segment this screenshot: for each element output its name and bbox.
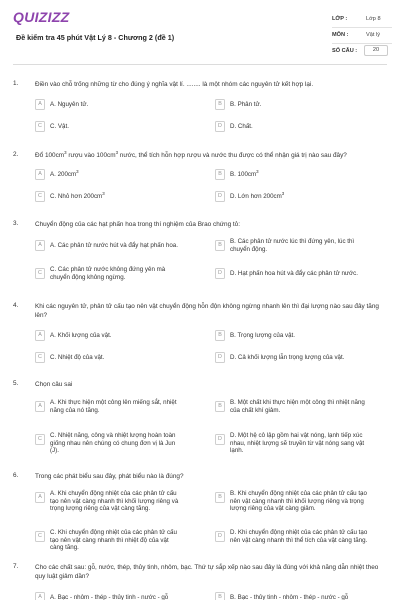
option-letter-box: D <box>215 352 225 363</box>
meta-question-count <box>332 45 392 59</box>
option-text: B. Khi chuyển động nhiệt của các phân tử cấu tạo nên vật càng nhanh thì khối lượng riêng và trọng lượng riêng của vật càng giảm. <box>230 490 367 513</box>
meta-class <box>332 13 392 27</box>
option-letter-box: A <box>35 240 45 251</box>
option-d[interactable] <box>215 119 375 135</box>
option-c[interactable] <box>35 266 185 282</box>
option-a[interactable] <box>35 238 185 254</box>
option-letter-box: D <box>215 268 225 279</box>
option-d[interactable] <box>215 432 375 455</box>
option-text: B. $100cm^3$ <box>230 168 259 178</box>
option-letter-box: A <box>35 169 45 180</box>
question-text: Chuyển động của các hạt phấn hoa trong thí nghiệm của Brao chứng tỏ: <box>35 221 241 228</box>
option-b[interactable] <box>215 590 375 600</box>
meta-count-value: 20 <box>364 45 388 56</box>
option-text: B. Trọng lượng của vật. <box>230 332 295 339</box>
option-text: A. Nguyên tử. <box>50 101 89 108</box>
meta-divider <box>332 27 392 28</box>
question-number: 2. <box>13 151 19 158</box>
option-letter-box: A <box>35 401 45 412</box>
option-b[interactable] <box>215 97 375 113</box>
meta-class-value: Lớp 8 <box>366 16 381 22</box>
question-text: Chọn câu sai <box>35 381 73 388</box>
option-letter-box: A <box>35 330 45 341</box>
option-letter-box: A <box>35 592 45 600</box>
question-text: Trong các phát biểu sau đây, phát biểu nào là đúng? <box>35 473 184 480</box>
option-text: C. Vật. <box>50 123 69 130</box>
option-text: A. Khi thực hiện một công lên miếng sắt, nhiệt năng của nó tăng. <box>50 399 177 414</box>
question-number: 5. <box>13 380 19 387</box>
option-text: A. Các phân tử nước hút và đẩy hạt phấn hoa. <box>50 242 178 249</box>
option-text: B. Các phân tử nước lúc thì đứng yên, lúc thì chuyển động. <box>230 238 355 253</box>
option-a[interactable] <box>35 167 185 183</box>
meta-subject-label: MÔN : <box>332 32 349 38</box>
worksheet-title: Đề kiểm tra 45 phút Vật Lý 8 - Chương 2 (đề 1) <box>16 33 175 42</box>
option-a[interactable] <box>35 328 185 344</box>
question-number: 4. <box>13 302 19 309</box>
question-number: 7. <box>13 563 19 570</box>
option-text: D. Khi chuyển động nhiệt của các phân tử cấu tạo nên vật càng nhanh thì thể tích của vật càng tăng. <box>230 529 368 544</box>
option-c[interactable] <box>35 119 185 135</box>
meta-divider <box>332 43 392 44</box>
option-letter-box: D <box>215 191 225 202</box>
option-b[interactable] <box>215 490 375 513</box>
option-text: D. Cả khối lượng lẫn trọng lượng của vật. <box>230 354 345 361</box>
option-letter-box: A <box>35 492 45 503</box>
option-letter-box: B <box>215 330 225 341</box>
worksheet-header <box>0 0 400 64</box>
option-b[interactable] <box>215 328 375 344</box>
option-b[interactable] <box>215 399 375 415</box>
option-c[interactable] <box>35 189 185 205</box>
option-letter-box: D <box>215 531 225 542</box>
question-number: 1. <box>13 80 19 87</box>
option-letter-box: D <box>215 434 225 445</box>
header-divider <box>13 64 387 65</box>
option-letter-box: C <box>35 268 45 279</box>
option-d[interactable] <box>215 529 375 545</box>
option-text: D. Hạt phấn hoa hút và đẩy các phân tử nước. <box>230 270 358 277</box>
option-text: D. Một hệ cô lập gồm hai vật nóng, lạnh tiếp xúc nhau, nhiệt lượng sẽ truyền từ vật nóng sang vật lạnh. <box>230 432 365 455</box>
question-text: Đổ $100cm^3$ rượu vào $100cm^3$ nước, thể tích hỗn hợp rượu và nước thu được có thể nhận giá trị nào sau đây? <box>35 149 347 159</box>
option-text: B. Phân tử. <box>230 101 262 108</box>
option-letter-box: C <box>35 191 45 202</box>
option-text: C. Nhỏ hơn $200cm^3$ <box>50 190 105 200</box>
option-letter-box: B <box>215 492 225 503</box>
option-text: C. Các phân tử nước không đứng yên mà chuyển động không ngừng. <box>50 266 166 281</box>
question-text: Điền vào chỗ trống những từ cho đúng ý nghĩa vật lí. ........ là một nhóm các nguyên tử kết hợp lại. <box>35 81 314 88</box>
option-c[interactable] <box>35 432 185 455</box>
question-text: Cho các chất sau: gỗ, nước, thép, thủy tinh, nhôm, bạc. Thứ tự sắp xếp nào sau đây là đúng với khả năng dẫn nhiệt theo quy luật giảm dần? <box>35 564 379 580</box>
option-d[interactable] <box>215 189 375 205</box>
option-letter-box: B <box>215 99 225 110</box>
option-text: A. Khối lượng của vật. <box>50 332 112 339</box>
meta-class-label: LỚP : <box>332 16 348 22</box>
meta-subject <box>332 29 392 43</box>
option-a[interactable] <box>35 490 185 513</box>
option-text: A. Bạc - nhôm - thép - thủy tinh - nước - gỗ <box>50 594 169 600</box>
quizizz-logo: QUIZIZZ <box>13 9 70 25</box>
option-text: C. Nhiệt năng, công và nhiệt lượng hoàn toàn giống nhau nên chúng có chung đơn vị là Jun (J). <box>50 432 176 455</box>
option-a[interactable] <box>35 97 185 113</box>
option-c[interactable] <box>35 350 185 366</box>
option-text: C. Nhiệt độ của vật. <box>50 354 105 361</box>
option-text: B. Bạc - thủy tinh - nhôm - thép - nước - gỗ <box>230 594 349 600</box>
option-text: B. Một chất khi thực hiện một công thì nhiệt năng của chất khí giảm. <box>230 399 365 414</box>
option-letter-box: B <box>215 240 225 251</box>
option-text: D. Lớn hơn $200cm^3$ <box>230 190 285 200</box>
option-text: D. Chất. <box>230 123 253 130</box>
option-letter-box: C <box>35 121 45 132</box>
option-letter-box: B <box>215 401 225 412</box>
option-d[interactable] <box>215 350 375 366</box>
option-letter-box: B <box>215 592 225 600</box>
option-c[interactable] <box>35 529 185 552</box>
option-letter-box: D <box>215 121 225 132</box>
option-text: A. Khi chuyển động nhiệt của các phân tử cấu tạo nên vật càng nhanh thì khối lượng riêng và trọng lượng riêng của vật càng tăng. <box>50 490 179 513</box>
option-b[interactable] <box>215 167 375 183</box>
meta-count-label: SỐ CÂU : <box>332 48 358 54</box>
option-letter-box: C <box>35 531 45 542</box>
option-d[interactable] <box>215 266 375 282</box>
option-a[interactable] <box>35 590 185 600</box>
question-number: 6. <box>13 472 19 479</box>
question-number: 3. <box>13 220 19 227</box>
option-text: A. $200cm^3$ <box>50 168 79 178</box>
option-letter-box: A <box>35 99 45 110</box>
option-text: C. Khi chuyển động nhiệt của các phân tử cấu tạo nên vật càng nhanh thì nhiệt độ của vật càng tăng. <box>50 529 177 552</box>
option-letter-box: C <box>35 352 45 363</box>
option-b[interactable] <box>215 238 375 254</box>
meta-subject-value: Vật lý <box>366 32 380 38</box>
option-letter-box: B <box>215 169 225 180</box>
question-text: Khi các nguyên tử, phân tử cấu tạo nên vật chuyển động hỗn độn không ngừng nhanh lên thì đại lượng nào sau đây tăng lên? <box>35 303 379 319</box>
option-letter-box: C <box>35 434 45 445</box>
option-a[interactable] <box>35 399 185 415</box>
